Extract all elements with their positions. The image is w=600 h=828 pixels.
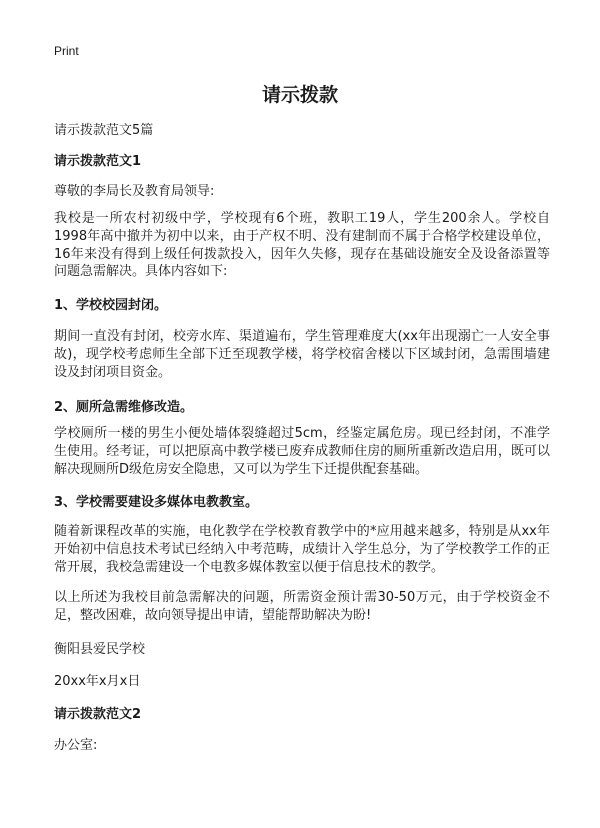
item1-heading: 1、学校校园封闭。 bbox=[54, 298, 168, 313]
item2-body: 学校厕所一楼的男生小便处墙体裂缝超过5cm，经鉴定属危房。现已经封闭，不准学生使用。经考证，可以把原高中教学楼已废弃成教师住房的厕所重新改造启用，既可以解决现厕所D级危房安全隐患，又可以为学生下迁提供配套基础。 bbox=[54, 426, 550, 477]
sample1-summary: 以上所述为我校目前急需解决的问题，所需资金预计需30-50万元，由于学校资金不足，整改困难，故向领导提出申请，望能帮助解决为盼! bbox=[54, 590, 550, 623]
item3-body: 随着新课程改革的实施，电化教学在学校教育教学中的*应用越来越多，特别是从xx年开始初中信息技术考试已经纳入中考范畴，成绩计入学生总分，为了学校教学工作的正常开展，我校急需建设一个电教多媒体教室以便于信息技术的教学。 bbox=[54, 524, 550, 575]
item3-heading: 3、学校需要建设多媒体电教教室。 bbox=[54, 495, 259, 510]
document-subtitle: 请示拨款范文5篇 bbox=[54, 123, 154, 138]
item1-body: 期间一直没有封闭，校旁水库、渠道遍布，学生管理难度大(xx年出现溺亡一人安全事故)，现学校考虑师生全部下迁至现教学楼，将学校宿舍楼以下区域封闭，急需围墙建设及封闭项目资金。 bbox=[54, 329, 550, 380]
sample1-signature: 衡阳县爱民学校 bbox=[54, 642, 146, 657]
sample2-heading: 请示拨款范文2 bbox=[54, 707, 142, 722]
document-title: 请示拨款 bbox=[261, 84, 338, 106]
item2-heading: 2、厕所急需维修改造。 bbox=[54, 400, 194, 415]
sample2-salutation: 办公室: bbox=[54, 738, 98, 753]
print-link[interactable]: Print bbox=[54, 44, 79, 58]
sample1-intro: 我校是一所农村初级中学，学校现有6个班，教职工19人，学生200余人。学校自1998年高中撤并为初中以来，由于产权不明、没有建制而不属于合格学校建设单位，16年来没有得到上级任何拨款投入，因年久失修，现存在基础设施安全及设备添置等问题急需解决。具体内容如下: bbox=[54, 211, 550, 280]
sample1-date: 20xx年x月x日 bbox=[54, 674, 141, 689]
sample1-salutation: 尊敬的李局长及教育局领导: bbox=[54, 184, 215, 199]
sample1-heading: 请示拨款范文1 bbox=[54, 154, 142, 169]
